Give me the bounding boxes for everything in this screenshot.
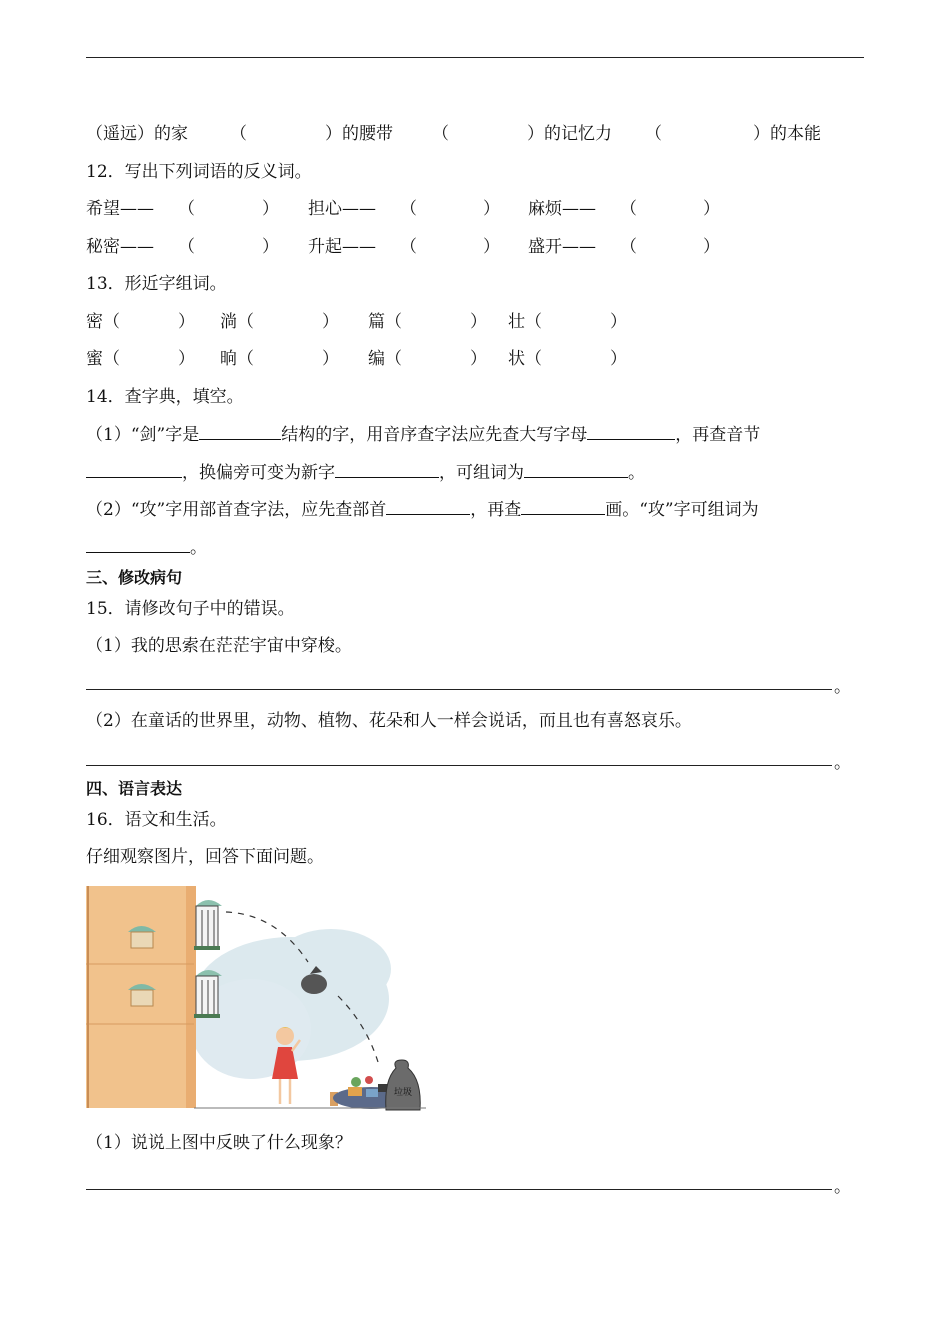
period: 。 [834, 753, 851, 773]
q14-text: ，再查音节 [675, 425, 761, 445]
garbage-sign: 垃圾 [393, 1088, 413, 1098]
q14-text: ，换偏旁可变为新字 [182, 463, 335, 483]
answer-blank[interactable] [521, 498, 605, 515]
answer-blank[interactable] [386, 498, 470, 515]
q14-text: 画。“攻”字可组词为 [605, 500, 759, 520]
answer-blank[interactable] [524, 461, 628, 478]
paren-open: （ [645, 124, 662, 144]
q12-paren: ） [483, 199, 500, 219]
q12-paren: ） [703, 237, 720, 257]
q12-paren: ） [262, 199, 279, 219]
q12-paren: ） [483, 237, 500, 257]
q13-paren: ） [470, 349, 487, 369]
answer-blank[interactable] [199, 423, 281, 440]
q13-paren: ） [610, 312, 627, 332]
q14-text: 。 [628, 463, 645, 483]
phrase-4: ）的本能 [753, 124, 821, 144]
q14-part1-line1 [86, 423, 760, 446]
q14-text: 。 [190, 538, 207, 558]
q12-paren: （ [400, 199, 417, 219]
q13-char: 密（ [86, 312, 120, 332]
q12-paren: （ [400, 237, 417, 257]
q12-word: 升起—— [308, 237, 376, 257]
q16-sub-1: （1）说说上图中反映了什么现象？ [86, 1133, 352, 1153]
section-heading: 三、修改病句 [86, 568, 183, 587]
q12-paren: ） [262, 237, 279, 257]
answer-line[interactable] [86, 1189, 832, 1190]
answer-blank[interactable] [86, 536, 190, 553]
period: 。 [834, 677, 851, 697]
phrase-3: ）的记忆力 [527, 124, 612, 144]
q15-sentence-2: （2）在童话的世界里，动物、植物、花朵和人一样会说话，而且也有喜怒哀乐。 [86, 711, 692, 731]
q13-paren: ） [470, 312, 487, 332]
q12-word: 麻烦—— [528, 199, 596, 219]
q13-paren: ） [178, 312, 195, 332]
answer-blank[interactable] [587, 423, 675, 440]
answer-blank[interactable] [86, 461, 182, 478]
paren-open: （ [432, 124, 449, 144]
q13-char: 蜜（ [86, 349, 120, 369]
q12-paren: （ [178, 237, 195, 257]
header-rule [86, 57, 864, 58]
q16-instruction: 仔细观察图片，回答下面问题。 [86, 847, 324, 867]
q12-paren: （ [178, 199, 195, 219]
phrase-1: （遥远）的家 [86, 124, 188, 144]
q13-char: 状（ [508, 349, 542, 369]
q12-word: 秘密—— [86, 237, 154, 257]
q14-text: （1）“剑”字是 [86, 425, 200, 445]
q14-text: ，再查 [470, 500, 522, 520]
section-heading: 四、语言表达 [86, 779, 183, 798]
q13-paren: ） [178, 349, 195, 369]
answer-line[interactable] [86, 689, 832, 690]
q13-paren: ） [322, 312, 339, 332]
q12-paren: （ [620, 237, 637, 257]
q15-sentence-1: （1）我的思索在茫茫宇宙中穿梭。 [86, 636, 352, 656]
phrase-2: ）的腰带 [325, 124, 393, 144]
q14-title: 14．查字典，填空。 [86, 387, 244, 407]
q15-title: 15．请修改句子中的错误。 [86, 599, 295, 619]
q14-part2-line1 [86, 498, 759, 521]
q14-part1-line2 [86, 461, 645, 484]
q12-paren: ） [703, 199, 720, 219]
littering-illustration [86, 884, 431, 1112]
q13-title: 13．形近字组词。 [86, 274, 227, 294]
q13-char: 晌（ [220, 349, 254, 369]
q13-char: 淌（ [220, 312, 254, 332]
q12-title: 12．写出下列词语的反义词。 [86, 162, 312, 182]
q12-word: 希望—— [86, 199, 154, 219]
q14-text: （2）“攻”字用部首查字法，应先查部首 [86, 500, 387, 520]
answer-blank[interactable] [335, 461, 439, 478]
q13-paren: ） [322, 349, 339, 369]
q13-char: 编（ [368, 349, 402, 369]
q14-text: 结构的字，用音序查字法应先查大写字母 [281, 425, 588, 445]
answer-line[interactable] [86, 765, 832, 766]
q13-paren: ） [610, 349, 627, 369]
paren-open: （ [230, 124, 247, 144]
q14-part2-line2 [86, 536, 207, 559]
q13-char: 壮（ [508, 312, 542, 332]
q12-word: 担心—— [308, 199, 376, 219]
q14-text: ，可组词为 [439, 463, 524, 483]
q12-word: 盛开—— [528, 237, 596, 257]
period: 。 [834, 1177, 851, 1197]
q16-title: 16．语文和生活。 [86, 810, 227, 830]
q13-char: 篇（ [368, 312, 402, 332]
q12-paren: （ [620, 199, 637, 219]
